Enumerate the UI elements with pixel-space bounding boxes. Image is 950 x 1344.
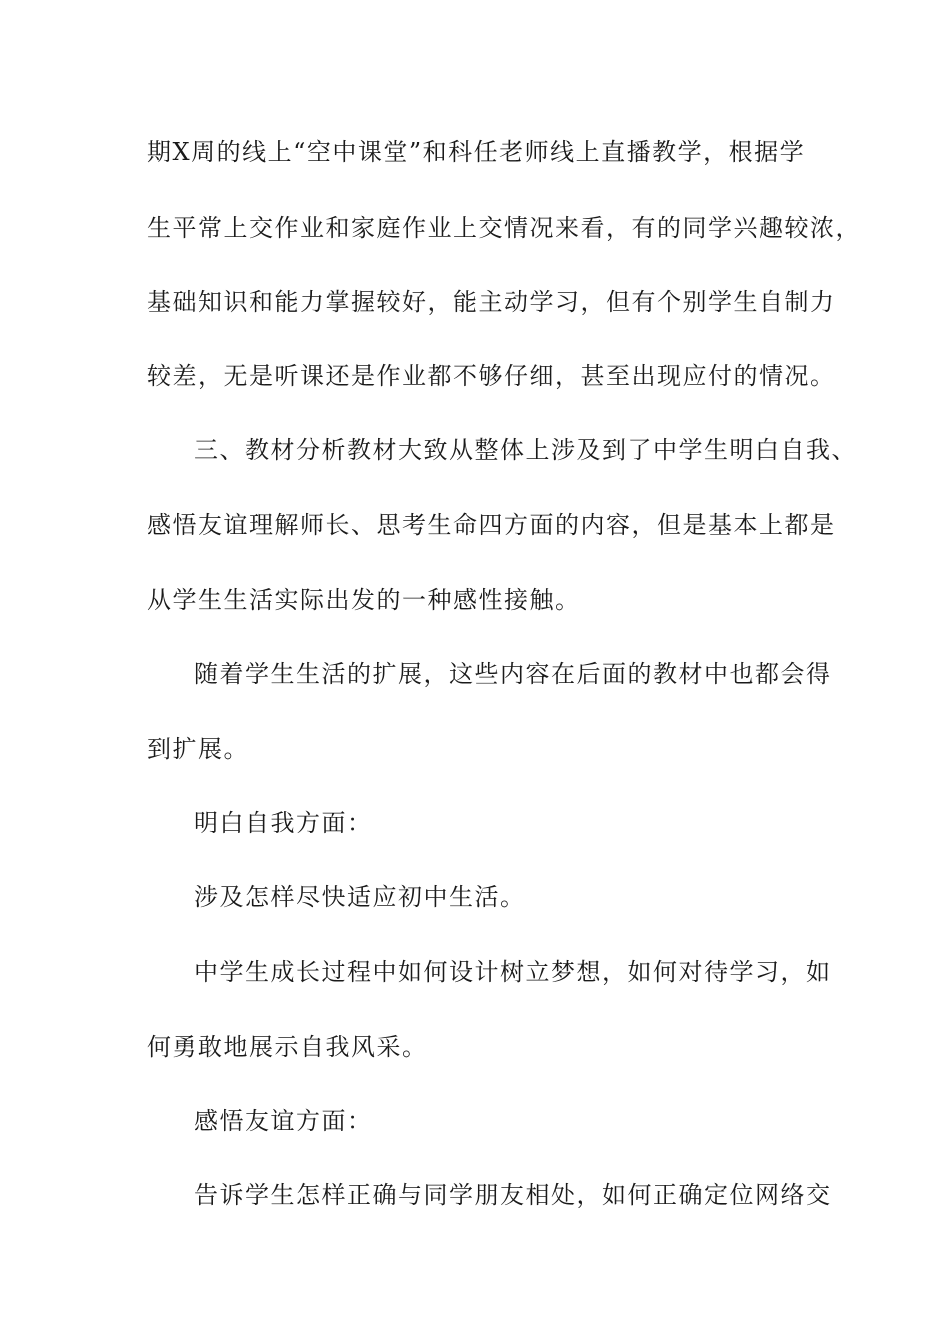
- text-line-9: 到扩展。: [147, 735, 249, 763]
- text-line-4: 较差，无是听课还是作业都不够仔细，甚至出现应付的情况。: [147, 362, 836, 390]
- text-line-5: 三、教材分析教材大致从整体上涉及到了中学生明白自我、: [194, 436, 857, 464]
- text-line-2: 生平常上交作业和家庭作业上交情况来看，有的同学兴趣较浓，: [147, 214, 861, 242]
- text-line-13: 何勇敢地展示自我风采。: [147, 1033, 428, 1061]
- text-line-15: 告诉学生怎样正确与同学朋友相处，如何正确定位网络交: [194, 1181, 832, 1209]
- text-line-12: 中学生成长过程中如何设计树立梦想，如何对待学习，如: [194, 958, 832, 986]
- text-line-11: 涉及怎样尽快适应初中生活。: [194, 883, 526, 911]
- text-line-1: 期X周的线上“空中课堂”和科任老师线上直播教学，根据学: [147, 138, 806, 166]
- text-line-7: 从学生生活实际出发的一种感性接触。: [147, 586, 581, 614]
- text-line-10: 明白自我方面：: [194, 809, 373, 837]
- text-line-8: 随着学生生活的扩展，这些内容在后面的教材中也都会得: [194, 660, 832, 688]
- text-line-3: 基础知识和能力掌握较好，能主动学习，但有个别学生自制力: [147, 288, 836, 316]
- text-line-6: 感悟友谊理解师长、思考生命四方面的内容，但是基本上都是: [147, 511, 836, 539]
- text-line-14: 感悟友谊方面：: [194, 1107, 373, 1135]
